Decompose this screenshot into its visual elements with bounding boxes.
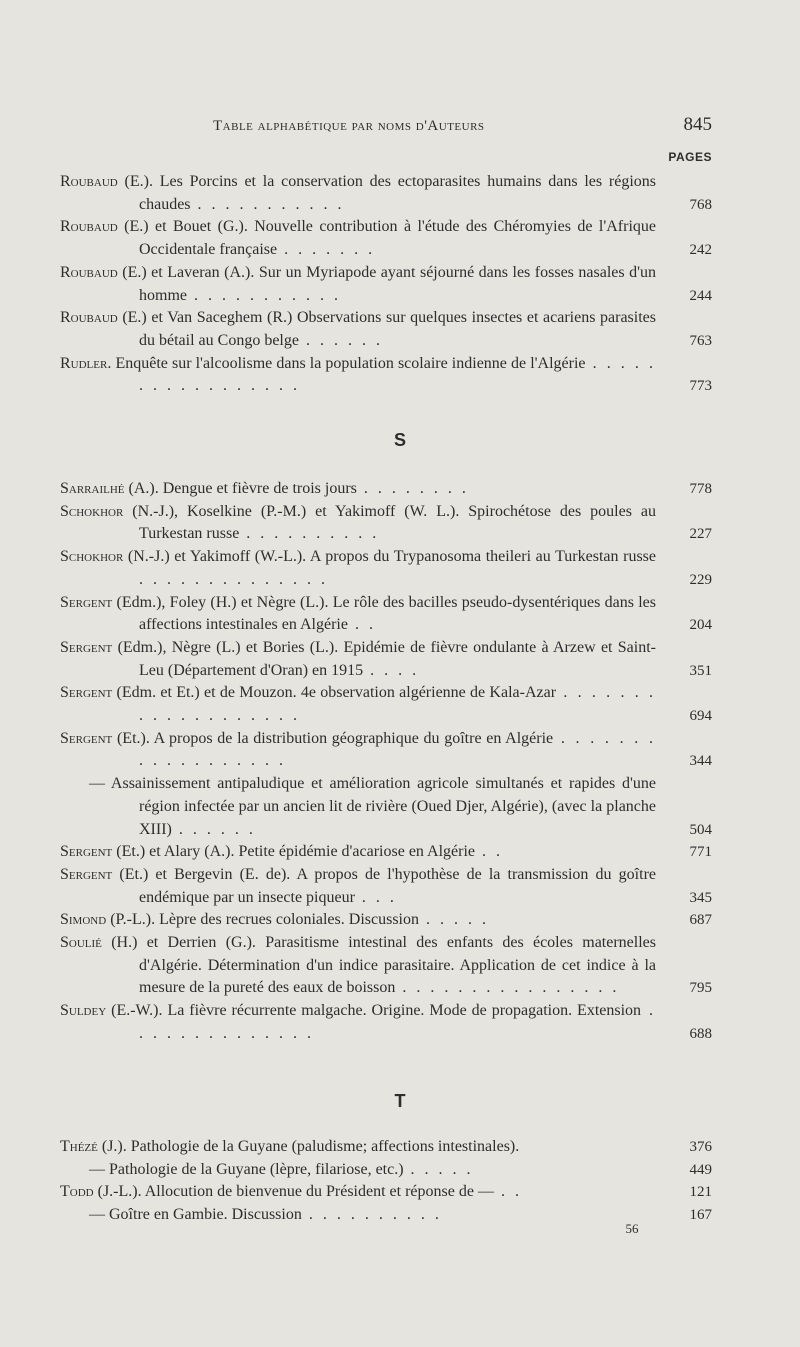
index-entry <box>60 864 712 909</box>
index-entry <box>60 262 712 307</box>
entry-page-number: 778 <box>689 481 712 497</box>
entry-text <box>60 262 712 307</box>
entry-page-number: 227 <box>689 526 712 543</box>
entry-leader-dots: . . <box>475 843 504 861</box>
entry-title: (E.-W.). La fièvre récurrente malgache. Origine. Mode de propagation. Extension <box>106 1002 642 1020</box>
entry-text <box>60 728 712 773</box>
index-entry <box>60 216 712 261</box>
entry-title: (E.) et Laveran (A.). Sur un Myriapode ayant séjourné dans les fosses nasales d'un homme <box>117 263 656 304</box>
entry-page-number: 376 <box>689 1139 712 1155</box>
entry-author: Sergent <box>60 729 113 747</box>
entry-author: Sarrailhé <box>60 480 125 497</box>
entry-title: (Et.) et Bergevin (E. de). A propos de l'hypothèse de la transmission du goître endémique par un insecte piqueur <box>112 865 656 906</box>
entry-leader-dots: . . . . . <box>418 911 489 929</box>
entry-title: (A.). Dengue et fièvre de trois jours <box>124 480 357 497</box>
entry-text <box>60 307 712 352</box>
entry-title: (N.-J.), Koselkine (P.-M.) et Yakimoff (W. L.). Spirochétose des poules au Turkestan russe <box>123 502 656 543</box>
index-entry <box>60 478 712 501</box>
entry-author: Thézé <box>60 1138 98 1155</box>
entry-author: Rudler. <box>60 354 112 372</box>
entry-author: — <box>89 1160 105 1178</box>
entry-page-number: 795 <box>689 980 712 997</box>
entry-title: (Edm.), Nègre (L.) et Bories (L.). Epidémie de fièvre ondulante à Arzew et Saint-Leu (Département d'Oran) en 1915 <box>112 638 656 679</box>
entry-author: Sergent <box>60 843 113 861</box>
entry-author: Schokhor <box>60 548 124 566</box>
header-title: Table alphabétique par noms d'Auteurs <box>213 118 485 134</box>
entry-page-number: 121 <box>689 1184 712 1201</box>
entry-title: (H.) et Derrien (G.). Parasitisme intestinal des enfants des écoles maternelles d'Algérie. Détermination d'un indice parasitaire. Application de cet indice à la mesure de la pureté des eaux de boisson <box>101 934 656 997</box>
entry-leader-dots: . . . . . . . . . . <box>239 525 380 543</box>
entry-leader-dots: . . . . . . . . . . . . . . . . . . <box>139 729 657 770</box>
entry-author: Todd <box>60 1183 94 1201</box>
entry-page-number: 763 <box>689 332 712 349</box>
entry-author: Suldey <box>60 1002 107 1020</box>
entry-text <box>60 546 712 591</box>
entry-leader-dots: . . . . . <box>403 1160 474 1178</box>
signature-mark: 56 <box>625 1221 639 1236</box>
entry-page-number: 229 <box>689 571 712 588</box>
entry-leader-dots: . . . . . . <box>298 331 383 349</box>
entry-title: Assainissement antipaludique et amélioration agricole simultanés et rapides d'une région infectée par un ancien lit de rivière (Oued Djer, Algérie), (avec la planche XIII) <box>105 775 656 838</box>
section-letter-s: S <box>393 430 406 450</box>
index-entry <box>60 171 712 216</box>
entry-text <box>60 1181 712 1204</box>
section-letter-t: T <box>394 1091 406 1111</box>
entry-author: Simond <box>60 911 107 929</box>
entry-title: Enquête sur l'alcoolisme dans la population scolaire indienne de l'Algérie <box>111 354 586 372</box>
entry-text <box>60 841 712 864</box>
entry-title: (J.). Pathologie de la Guyane (paludisme; affections intestinales). <box>97 1138 520 1155</box>
section-r-entries <box>60 171 712 398</box>
entry-page-number: 768 <box>689 196 712 213</box>
entry-text <box>60 637 712 682</box>
index-entry <box>60 1159 712 1182</box>
entry-leader-dots: . . . . <box>363 661 420 679</box>
section-s-entries <box>60 478 712 1046</box>
entry-text <box>60 1000 712 1045</box>
index-entry <box>60 932 712 1000</box>
entry-page-number: 771 <box>689 844 712 861</box>
entry-leader-dots: . . . . . . . . . . . <box>190 195 345 213</box>
entry-page-number: 204 <box>689 617 712 634</box>
header-page-number: 845 <box>683 114 712 135</box>
entry-text <box>60 682 712 727</box>
index-entry <box>60 1181 712 1204</box>
entry-title: (P.-L.). Lèpre des recrues coloniales. Discussion <box>106 911 419 929</box>
entry-text <box>60 353 712 398</box>
entry-page-number: 345 <box>689 889 712 906</box>
index-entry <box>60 841 712 864</box>
entry-page-number: 344 <box>689 753 712 770</box>
entry-page-number: 242 <box>689 242 712 259</box>
entry-page-number: 688 <box>689 1025 712 1042</box>
entry-title: (N.-J.) et Yakimoff (W.-L.). A propos du Trypanosoma theileri au Turkestan russe <box>123 548 656 566</box>
entry-page-number: 351 <box>689 662 712 679</box>
running-header <box>0 114 800 144</box>
index-entry <box>60 592 712 637</box>
entry-leader-dots: . . . . . . . . . . . . . . . . . <box>139 354 657 395</box>
entry-leader-dots: . . . . . . <box>171 820 256 838</box>
entry-text <box>60 1136 712 1159</box>
entry-page-number: 167 <box>689 1207 712 1224</box>
entry-leader-dots: . . . . . . . . <box>356 480 469 497</box>
entry-author: Roubaud <box>60 218 118 236</box>
entry-text <box>60 932 712 1000</box>
entry-author: Sergent <box>60 684 113 702</box>
section-t-entries <box>60 1136 712 1227</box>
entry-page-number: 244 <box>689 287 712 304</box>
entry-page-number: 773 <box>689 378 712 395</box>
entry-text <box>60 478 712 501</box>
entry-leader-dots: . . . . . . . . . . <box>301 1206 442 1224</box>
entry-text <box>60 216 712 261</box>
entry-leader-dots: . . . . . . . . . . . <box>187 286 341 304</box>
entry-title: (Et.). A propos de la distribution géographique du goître en Algérie <box>112 729 554 747</box>
entry-author: Sergent <box>60 593 113 611</box>
entry-text <box>60 592 712 637</box>
entry-title: (E.) et Bouet (G.). Nouvelle contribution à l'étude des Chéromyies de l'Afrique Occidentale française <box>117 218 656 259</box>
entry-leader-dots: . . . <box>354 888 397 906</box>
index-entry <box>60 1000 712 1045</box>
entry-author: Schokhor <box>60 502 124 520</box>
entry-page-number: 449 <box>689 1161 712 1178</box>
index-entry <box>60 773 712 841</box>
entry-leader-dots: . . . . . . . <box>277 241 376 259</box>
entry-title: (J.-L.). Allocution de bienvenue du Président et réponse de — <box>93 1183 494 1201</box>
entry-author: Soulié <box>60 934 102 952</box>
entry-title: Goître en Gambie. Discussion <box>105 1206 302 1224</box>
entry-page-number: 687 <box>689 912 712 929</box>
entry-leader-dots: . . . . . . . . . . . . . . . . . . . <box>139 684 657 725</box>
entry-title: (Edm. et Et.) et de Mouzon. 4e observation algérienne de Kala-Azar <box>112 684 557 702</box>
entry-text <box>60 1159 712 1182</box>
index-entry <box>60 728 712 773</box>
entry-author: Roubaud <box>60 173 118 190</box>
entry-author: Roubaud <box>60 309 118 327</box>
entry-title: (E.) et Van Saceghem (R.) Observations sur quelques insectes et acariens parasites du bétail au Congo belge <box>117 309 656 349</box>
entry-author: — <box>89 1206 105 1224</box>
entry-leader-dots: . . <box>493 1183 522 1201</box>
entry-text <box>60 864 712 909</box>
entry-title: (Et.) et Alary (A.). Petite épidémie d'acariose en Algérie <box>112 843 476 861</box>
index-entry <box>60 1136 712 1159</box>
entry-leader-dots: . . . . . . . . . . . . . . . . <box>395 979 620 997</box>
entry-author: Roubaud <box>60 263 118 281</box>
entry-text <box>60 501 712 546</box>
index-entry <box>60 909 712 932</box>
entry-author: Sergent <box>60 865 113 883</box>
entry-text <box>60 773 712 841</box>
entry-leader-dots: . . . . . . . . . . . . . . <box>139 570 328 588</box>
entry-author: Sergent <box>60 638 113 656</box>
entry-page-number: 694 <box>689 708 712 725</box>
entry-text <box>60 171 712 216</box>
entry-author: — <box>89 775 105 793</box>
index-entry <box>60 637 712 682</box>
pages-column-label: PAGES <box>668 150 712 164</box>
index-entry <box>60 353 712 398</box>
entry-page-number: 504 <box>689 821 712 838</box>
entry-leader-dots: . . <box>347 616 376 634</box>
index-entry <box>60 682 712 727</box>
entry-title: (E.). Les Porcins et la conservation des ectoparasites humains dans les régions chaudes <box>117 173 656 213</box>
index-entry <box>60 307 712 352</box>
entry-leader-dots: . . . . . . . . . . . . . . <box>139 1002 657 1042</box>
index-entry <box>60 501 712 546</box>
entry-title: Pathologie de la Guyane (lèpre, filariose, etc.) <box>105 1160 404 1178</box>
entry-text <box>60 909 712 932</box>
index-entry <box>60 546 712 591</box>
entry-title: (Edm.), Foley (H.) et Nègre (L.). Le rôle des bacilles pseudo-dysentériques dans les affections intestinales en Algérie <box>112 593 656 634</box>
